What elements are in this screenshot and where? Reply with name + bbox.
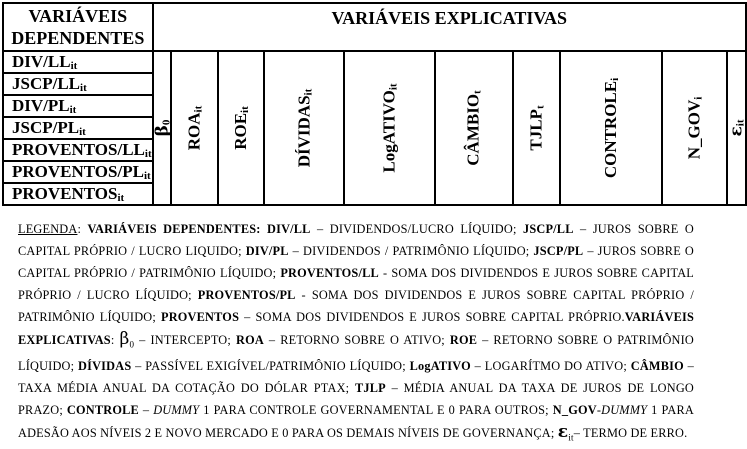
legend-definition: – RETORNO SOBRE O ATIVO; xyxy=(263,333,450,347)
legend-term: DIV/LL xyxy=(267,222,311,236)
legend-term: DÍVIDAS xyxy=(78,359,132,374)
explanatory-variable-cell: $ROA_{it}$ xyxy=(171,51,218,205)
legend-term: JSCP/PL xyxy=(533,244,584,258)
legend-definition: – JUROS SOBRE O CAPITAL PRÓPRIO / LUCRO LIQUIDO; xyxy=(18,222,694,258)
dependent-variable-cell: DIV/$PL_{it}$ xyxy=(3,95,153,117)
header-explanatory-variables: VARIÁVEIS EXPLICATIVAS xyxy=(153,3,746,51)
legend-term: β xyxy=(119,329,130,349)
legend-definition: 1 PARA CONTROLE GOVERNAMENTAL E 0 PARA OUTROS; xyxy=(199,403,553,418)
legend-definition: – RETORNO SOBRE O PATRIMÔNIO LÍQUIDO; xyxy=(18,333,694,374)
legend-definition: – MÉDIA ANUAL DA TAXA DE JUROS DE LONGO PRAZO; xyxy=(18,381,694,418)
legend-term: JSCP/LL xyxy=(523,222,574,236)
legend-label: LEGENDA xyxy=(18,222,78,236)
explanatory-variable-cell: $TJLP_t$ xyxy=(513,51,560,205)
explanatory-variable-cell: LogATIVO$_{it}$ xyxy=(344,51,435,205)
legend-definition: 1 PARA ADESÃO AOS NÍVEIS 2 E NOVO MERCADO E 0 PARA OS DEMAIS NÍVEIS DE GOVERNANÇA; xyxy=(18,403,694,441)
explanatory-variable-cell: $DÍVIDAS_{it}$ xyxy=(264,51,345,205)
legend-definition: – DIVIDENDOS/LUCRO LÍQUIDO; xyxy=(310,222,523,236)
legend-definition: – TERMO DE ERRO. xyxy=(573,426,688,441)
legend-definition: – TAXA MÉDIA ANUAL DA COTAÇÃO DO DÓLAR PTAX; xyxy=(18,359,694,396)
legend-term: CÂMBIO xyxy=(630,359,684,374)
legend-definition: – PASSÍVEL EXIGÍVEL/PATRIMÔNIO LÍQUIDO; xyxy=(131,359,410,374)
explanatory-variable-cell: $ROE_{it}$ xyxy=(218,51,264,205)
legend-dependent-heading: VARIÁVEIS DEPENDENTES: xyxy=(87,222,261,236)
legend-definition: – INTERCEPTO; xyxy=(134,333,236,347)
dependent-variable-cell: JSCP/$PL_{it}$ xyxy=(3,117,153,139)
legend-term: PROVENTOS/LL xyxy=(280,266,379,280)
legend-explanatory-heading: VARIÁVEIS EXPLICATIVAS xyxy=(18,310,694,347)
dependent-variable-cell: $PROVENTOS_{it}$ xyxy=(3,183,153,205)
header-dependent-variables: VARIÁVEIS DEPENDENTES xyxy=(3,3,153,51)
legend-term: LogATIVO xyxy=(409,359,471,374)
dependent-variable-cell: DIV/$LL_{it}$ xyxy=(3,51,153,73)
explanatory-variable-cell: $CÂMBIO_t$ xyxy=(435,51,512,205)
legend-term: N_GOV xyxy=(552,403,597,418)
legend-term: ε xyxy=(557,422,569,443)
dependent-variable-cell: PROVENTOS/$LL_{it}$ xyxy=(3,139,153,161)
legend-term: PROVENTOS xyxy=(161,310,240,324)
explanatory-variable-cell: $CONTROLE_i$ xyxy=(560,51,662,205)
dependent-variable-cell: PROVENTOS/$PL_{it}$ xyxy=(3,161,153,183)
legend-term: ROA xyxy=(235,333,264,347)
legend-definition: – SOMA DOS DIVIDENDOS E JUROS SOBRE CAPITAL PRÓPRIO. xyxy=(239,310,625,324)
legend-term: ROE xyxy=(449,333,478,347)
legend-definition: – JUROS SOBRE O CAPITAL PRÓPRIO / PATRIMÔNIO LÍQUIDO; xyxy=(18,244,694,280)
legend-dash: – xyxy=(138,403,154,418)
legend-subscript: 0 xyxy=(129,339,135,350)
legend-dummy: DUMMY xyxy=(601,403,648,418)
legend-definition: - SOMA DOS DIVIDENDOS E JUROS SOBRE CAPITAL PRÓPRIO / LUCRO LÍQUIDO; xyxy=(18,266,695,302)
variables-table xyxy=(2,2,747,206)
explanatory-variable-cell: $N\_GOV_i$ xyxy=(662,51,727,205)
legend-term: PROVENTOS/PL xyxy=(197,288,296,302)
legend-definition: – LOGARÍTMO DO ATIVO; xyxy=(470,359,631,374)
explanatory-variable-cell: $\varepsilon_{it}$ xyxy=(727,51,746,205)
legend-term: CONTROLE xyxy=(66,403,139,418)
legend-definition: – DIVIDENDOS / PATRIMÔNIO LÍQUIDO; xyxy=(288,244,534,258)
legend-definition: - SOMA DOS DIVIDENDOS E JUROS SOBRE CAPITAL PRÓPRIO / PATRIMÔNIO LÍQUIDO; xyxy=(18,288,695,324)
legend-dash: - xyxy=(596,403,602,418)
legend-term: DIV/PL xyxy=(245,244,289,258)
dependent-variable-cell: JSCP/$LL_{it}$ xyxy=(3,73,153,95)
legend-subscript: it xyxy=(568,432,574,443)
legend-paragraph: LEGENDA: VARIÁVEIS DEPENDENTES: DIV/LL – DIVIDENDOS/LUCRO LÍQUIDO; JSCP/LL – JUROS SOBRE O CAPITAL PRÓPRIO / LUCRO LIQUIDO; DIV/PL – DIVIDENDOS / PATRIMÔNIO LÍQUIDO; JSCP/PL – JUROS SOBRE O CAPITAL PRÓPRIO / PATRIMÔNIO LÍQUIDO; PROVENTOS/LL - SOMA DOS DIVIDENDOS E JUROS SOBRE CAPITAL PRÓPRIO / LUCRO LÍQUIDO; PROVENTOS/PL - SOMA DOS DIVIDENDOS E JUROS SOBRE CAPITAL PRÓPRIO / PATRIMÔNIO LÍQUIDO; PROVENTOS – SOMA DOS DIVIDENDOS E JUROS SOBRE CAPITAL PRÓPRIO.VARIÁVEIS EXPLICATIVAS: $\beta_0$ – INTERCEPTO; ROA – RETORNO SOBRE O ATIVO; ROE – RETORNO SOBRE O PATRIMÔNIO LÍQUIDO; DÍVIDAS – PASSÍVEL EXIGÍVEL/PATRIMÔNIO LÍQUIDO; LogATIVO – LOGARÍTMO DO ATIVO; CÂMBIO – TAXA MÉDIA ANUAL DA COTAÇÃO DO DÓLAR PTAX; TJLP – MÉDIA ANUAL DA TAXA DE JUROS DE LONGO PRAZO; CONTROLE – DUMMY 1 PARA CONTROLE GOVERNAMENTAL E 0 PARA OUTROS; N_GOV-DUMMY 1 PARA ADESÃO AOS NÍVEIS 2 E NOVO MERCADO E 0 PARA OS DEMAIS NÍVEIS DE GOVERNANÇA; $\varepsilon_{it}-$ TERMO DE ERRO. xyxy=(18,222,695,443)
legend-dummy: DUMMY xyxy=(153,403,200,418)
legend-term: TJLP xyxy=(354,381,386,396)
explanatory-variable-cell: $\beta_0$ xyxy=(153,51,172,205)
